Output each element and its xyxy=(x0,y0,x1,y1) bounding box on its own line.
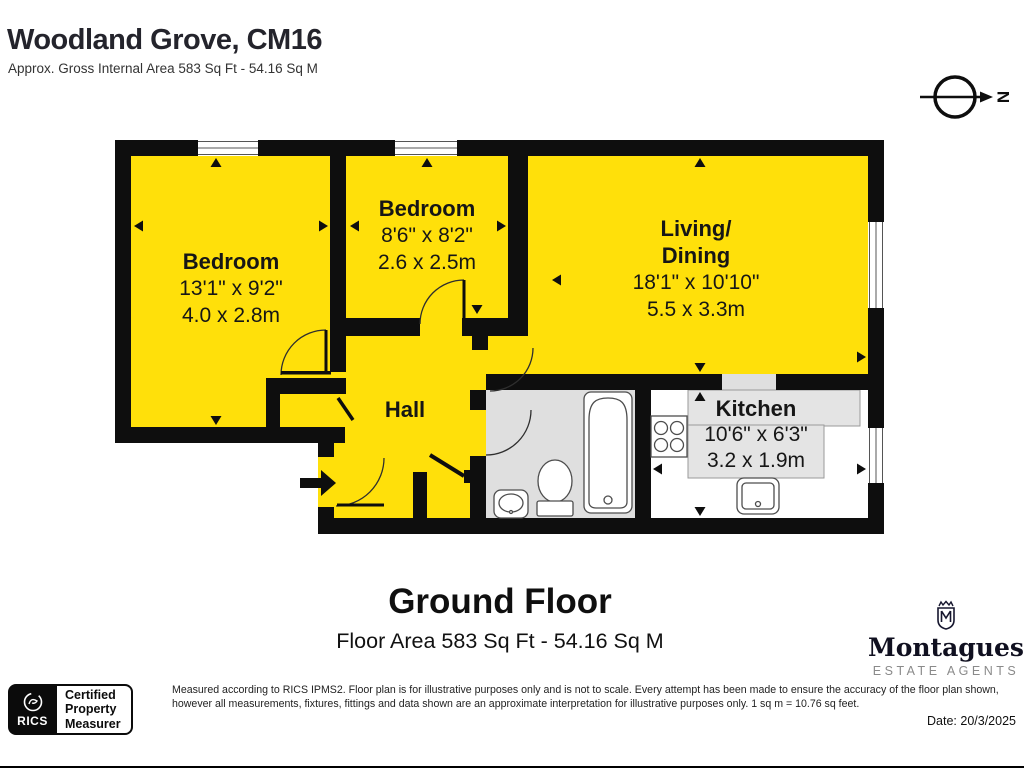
page-subtitle: Approx. Gross Internal Area 583 Sq Ft - 54.16 Sq M xyxy=(8,61,318,76)
bedroom2-metric: 2.6 x 2.5m xyxy=(377,251,477,274)
hall-name: Hall xyxy=(384,397,426,422)
disclaimer-line-2: however all measurements, fixtures, fittings and data shown are an approximate interpretation for illustrative purposes only. 1 sq m = 10.76 sq feet. xyxy=(172,697,860,710)
window-bedroom2 xyxy=(395,140,457,156)
rics-line-2: Property xyxy=(65,702,117,717)
bedroom1-metric: 4.0 x 2.8m xyxy=(181,304,281,327)
window-living xyxy=(868,222,884,308)
floor-area: Floor Area 583 Sq Ft - 54.16 Sq M xyxy=(336,629,664,653)
kitchen-sink xyxy=(737,478,779,514)
kitchen-metric: 3.2 x 1.9m xyxy=(706,449,806,472)
window-kitchen xyxy=(868,428,884,483)
rics-lion-icon xyxy=(21,691,45,713)
rics-text-box xyxy=(57,684,133,735)
toilet xyxy=(537,460,573,516)
bedroom1-imperial: 13'1" x 9'2" xyxy=(179,277,283,300)
window-bedroom1 xyxy=(198,140,258,156)
agent-logo xyxy=(846,600,1024,678)
kitchen-name: Kitchen xyxy=(715,396,797,421)
bedroom2-imperial: 8'6" x 8'2" xyxy=(381,224,473,247)
rics-badge xyxy=(8,684,133,735)
hob xyxy=(651,416,687,457)
bedroom2-name: Bedroom xyxy=(378,196,476,221)
living-name-2: Dining xyxy=(661,243,731,268)
floor-title: Ground Floor xyxy=(388,582,612,621)
living-name-1: Living/ xyxy=(660,216,732,241)
bedroom1-name: Bedroom xyxy=(182,249,280,274)
page-title: Woodland Grove, CM16 xyxy=(7,24,322,56)
bathroom-sink xyxy=(494,490,528,518)
living-metric: 5.5 x 3.3m xyxy=(646,298,746,321)
room-label-bedroom2 xyxy=(378,195,476,276)
agent-name: Montagues xyxy=(868,633,1024,662)
agent-tagline: ESTATE AGENTS xyxy=(872,664,1020,678)
room-label-living xyxy=(633,215,760,323)
disclaimer xyxy=(172,684,1020,712)
room-label-bedroom1 xyxy=(179,248,283,329)
compass-north-label: N xyxy=(993,90,1013,104)
rics-logo-box xyxy=(8,684,57,735)
room-label-hall xyxy=(385,396,425,423)
living-imperial: 18'1" x 10'10" xyxy=(632,271,760,294)
kitchen-passage-floor xyxy=(722,374,776,390)
compass-icon xyxy=(920,77,1013,117)
date-label: Date: 20/3/2025 xyxy=(927,714,1016,728)
rics-org-label: RICS xyxy=(17,714,48,728)
agent-crest-icon xyxy=(934,600,958,630)
disclaimer-line-1: Measured according to RICS IPMS2. Floor plan is for illustrative purposes only and is not to scale. Every attempt has been made to ensure the accuracy of the floor plan shown, xyxy=(172,684,999,696)
outside-notch xyxy=(115,443,318,538)
rics-line-3: Measurer xyxy=(65,716,121,731)
room-label-kitchen xyxy=(704,396,808,474)
bathtub xyxy=(584,392,632,513)
rics-line-1: Certified xyxy=(65,687,116,702)
kitchen-imperial: 10'6" x 6'3" xyxy=(704,423,808,446)
